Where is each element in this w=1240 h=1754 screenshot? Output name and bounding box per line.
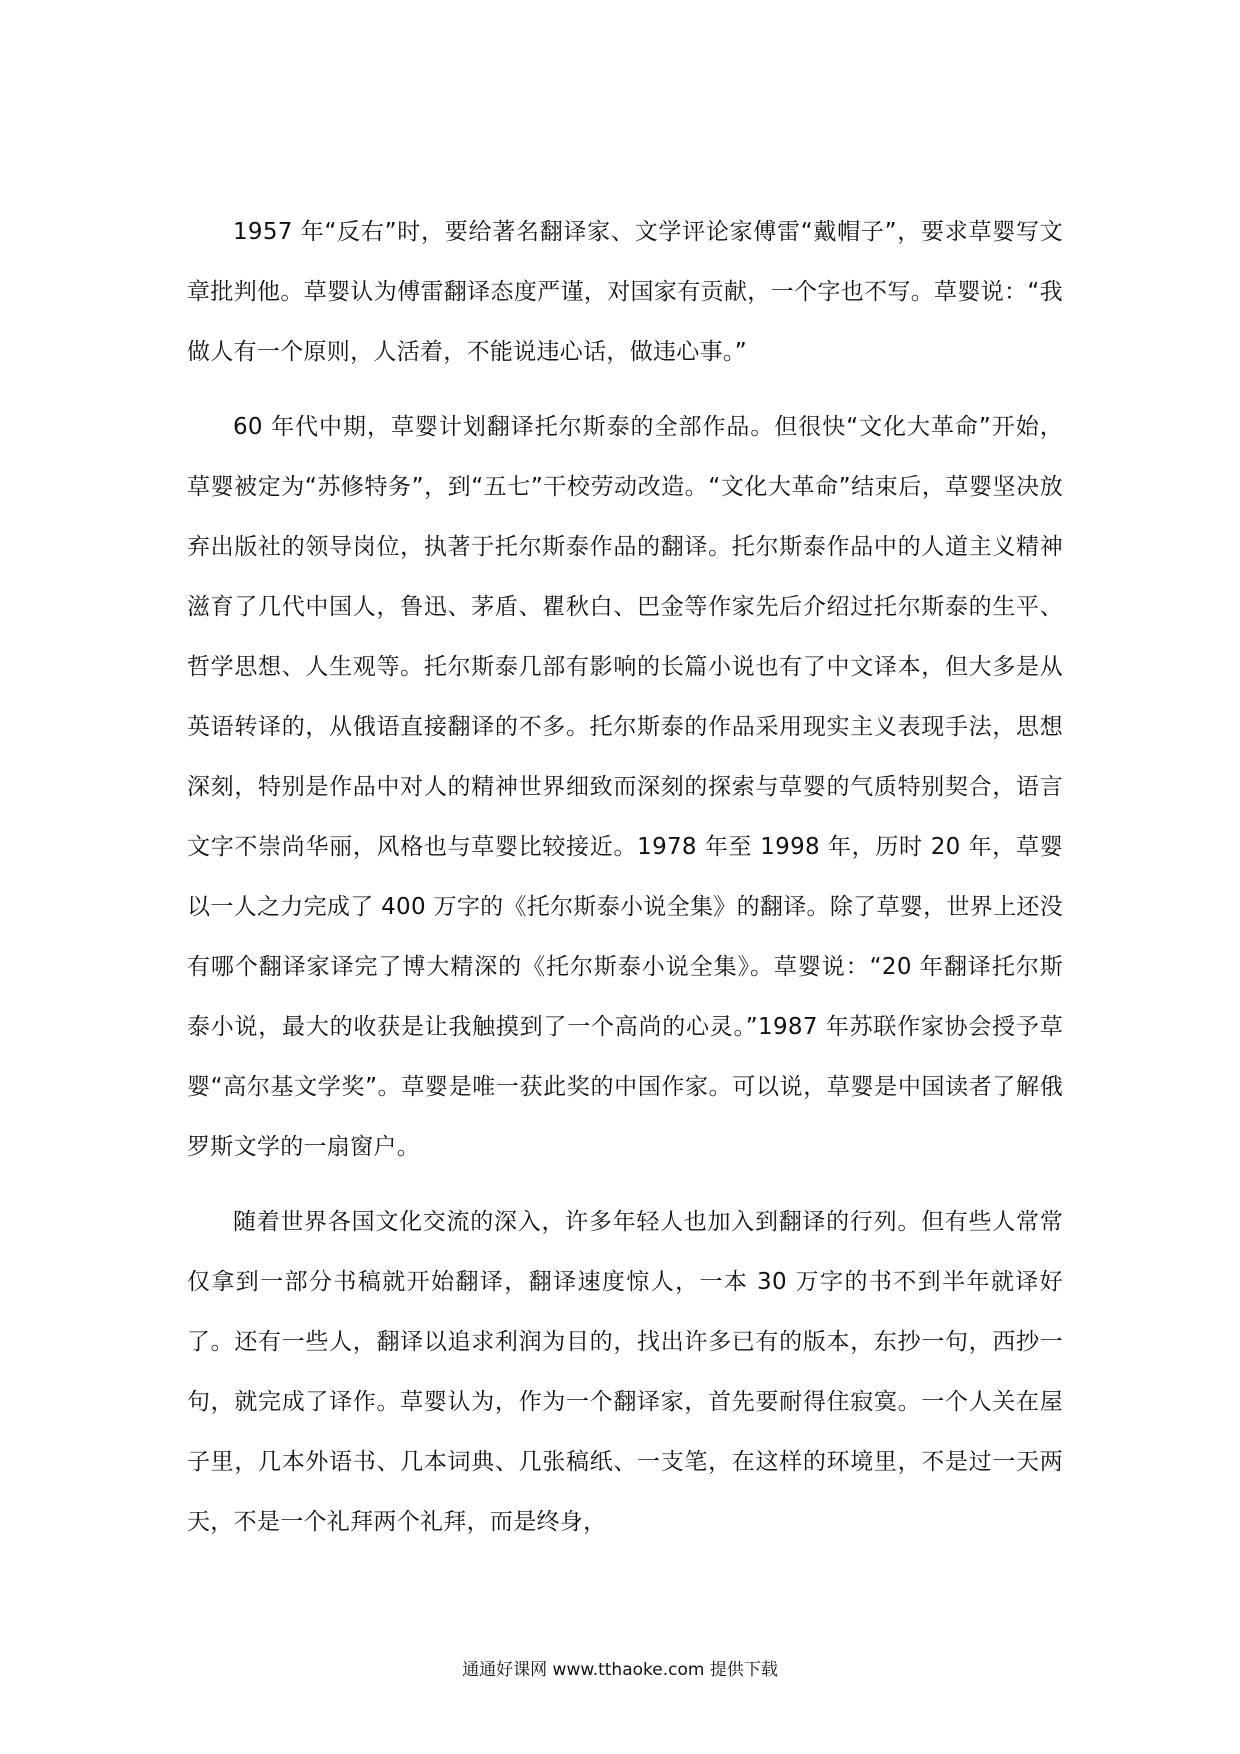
- document-body: [187, 202, 1063, 1567]
- page-footer: 通通好课网 www.tthaoke.com 提供下载: [462, 1660, 778, 1680]
- paragraph-fu-lei: 1957 年“反右”时，要给著名翻译家、文学评论家傅雷“戴帽子”，要求草婴写文章批判他。草婴认为傅雷翻译态度严谨，对国家有贡献，一个字也不写。草婴说：“我做人有一个原则，人活着，不能说违心话，做违心事。”: [187, 219, 1063, 365]
- paragraph-young-translators: 随着世界各国文化交流的深入，许多年轻人也加入到翻译的行列。但有些人常常仅拿到一部分书稿就开始翻译，翻译速度惊人，一本 30 万字的书不到半年就译好了。还有一些人，翻译以追求利润为目的，找出许多已有的版本，东抄一句，西抄一句，就完成了译作。草婴认为，作为一个翻译家，首先要耐得住寂寞。一个人关在屋子里，几本外语书、几本词典、几张稿纸、一支笔，在这样的环境里，不是过一天两天，不是一个礼拜两个礼拜，而是终身，: [187, 1209, 1063, 1535]
- paragraph-tolstoy-translation: 60 年代中期，草婴计划翻译托尔斯泰的全部作品。但很快“文化大革命”开始，草婴被定为“苏修特务”，到“五七”干校劳动改造。“文化大革命”结束后，草婴坚决放弃出版社的领导岗位，执著于托尔斯泰作品的翻译。托尔斯泰作品中的人道主义精神滋育了几代中国人，鲁迅、茅盾、瞿秋白、巴金等作家先后介绍过托尔斯泰的生平、哲学思想、人生观等。托尔斯泰几部有影响的长篇小说也有了中文译本，但大多是从英语转译的，从俄语直接翻译的不多。托尔斯泰的作品采用现实主义表现手法，思想深刻，特别是作品中对人的精神世界细致而深刻的探索与草婴的气质特别契合，语言文字不崇尚华丽，风格也与草婴比较接近。1978 年至 1998 年，历时 20 年，草婴以一人之力完成了 400 万字的《托尔斯泰小说全集》的翻译。除了草婴，世界上还没有哪个翻译家译完了博大精深的《托尔斯泰小说全集》。草婴说：“20 年翻译托尔斯泰小说，最大的收获是让我触摸到了一个高尚的心灵。”1987 年苏联作家协会授予草婴“高尔基文学奖”。草婴是唯一获此奖的中国作家。可以说，草婴是中国读者了解俄罗斯文学的一扇窗户。: [187, 414, 1063, 1160]
